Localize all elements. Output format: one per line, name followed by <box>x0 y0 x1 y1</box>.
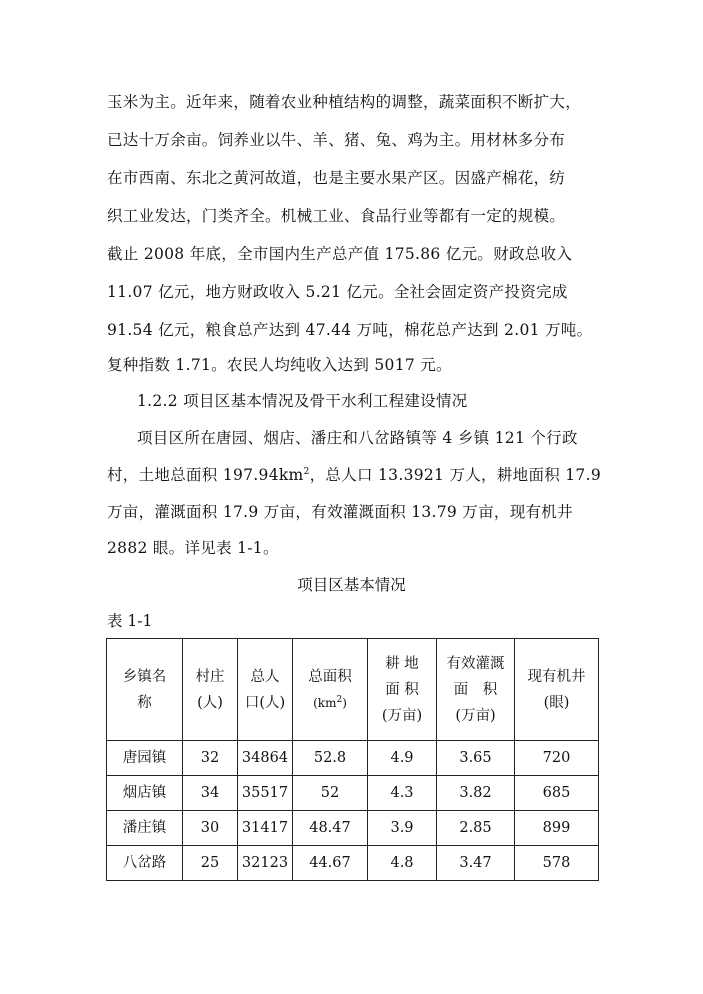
cell-wells: 899 <box>515 811 599 846</box>
cell-wells: 685 <box>515 776 599 811</box>
paragraph-line: 在市西南、东北之黄河故道，也是主要水果产区。因盛产棉花，纺 <box>107 169 566 187</box>
cell-town: 烟店镇 <box>107 776 183 811</box>
header-irrigated: 有效灌溉 面 积 (万亩) <box>437 639 515 741</box>
table-row <box>107 811 599 846</box>
cell-irrigated: 2.85 <box>437 811 515 846</box>
paragraph-line: 2882 眼。详见表 1-1。 <box>107 539 279 557</box>
paragraph-line: 万亩，灌溉面积 17.9 万亩，有效灌溉面积 13.79 万亩，现有机井 <box>107 503 573 521</box>
header-farmland: 耕 地 面 积 (万亩) <box>368 639 437 741</box>
superscript: 2 <box>303 466 310 477</box>
header-area-unit: $(km^2)$ <box>313 694 347 710</box>
paragraph-text: ，总人口 13.3921 万人，耕地面积 17.9 <box>309 466 601 484</box>
cell-population: 32123 <box>238 846 293 881</box>
paragraph-line: 截止 2008 年底，全市国内生产总产值 175.86 亿元。财政总收入 <box>107 245 573 263</box>
paragraph-line: 项目区所在唐园、烟店、潘庄和八岔路镇等 4 乡镇 121 个行政 <box>137 429 578 447</box>
section-heading: 1.2.2 项目区基本情况及骨干水利工程建设情况 <box>137 392 468 410</box>
paragraph-text: 村，土地总面积 197.94km <box>107 466 304 484</box>
cell-farmland: 3.9 <box>368 811 437 846</box>
cell-area: 52.8 <box>293 741 368 776</box>
table-row <box>107 741 599 776</box>
cell-area: 44.67 <box>293 846 368 881</box>
cell-area: 48.47 <box>293 811 368 846</box>
cell-villages: 30 <box>183 811 238 846</box>
data-table <box>106 638 599 881</box>
cell-population: 35517 <box>238 776 293 811</box>
table-row <box>107 776 599 811</box>
cell-villages: 25 <box>183 846 238 881</box>
header-town: 乡镇名 称 <box>107 639 183 741</box>
paragraph-line: 织工业发达，门类齐全。机械工业、食品行业等都有一定的规模。 <box>107 207 566 225</box>
cell-farmland: 4.3 <box>368 776 437 811</box>
table-caption: 项目区基本情况 <box>297 576 406 594</box>
cell-villages: 32 <box>183 741 238 776</box>
cell-wells: 578 <box>515 846 599 881</box>
cell-town: 唐园镇 <box>107 741 183 776</box>
paragraph-line: 已达十万余亩。饲养业以牛、羊、猪、兔、鸡为主。用材林多分布 <box>107 131 566 149</box>
cell-town: 八岔路 <box>107 846 183 881</box>
table-label: 表 1-1 <box>107 612 153 630</box>
table-row <box>107 846 599 881</box>
cell-villages: 34 <box>183 776 238 811</box>
cell-irrigated: 3.82 <box>437 776 515 811</box>
header-area <box>293 639 368 741</box>
cell-farmland: 4.8 <box>368 846 437 881</box>
cell-town: 潘庄镇 <box>107 811 183 846</box>
paragraph-line: 11.07 亿元，地方财政收入 5.21 亿元。全社会固定资产投资完成 <box>107 283 568 301</box>
cell-irrigated: 3.47 <box>437 846 515 881</box>
header-wells: 现有机井 (眼) <box>515 639 599 741</box>
paragraph-line: 复种指数 1.71。农民人均纯收入达到 5017 元。 <box>107 356 452 374</box>
cell-population: 31417 <box>238 811 293 846</box>
cell-wells: 720 <box>515 741 599 776</box>
paragraph-line: 91.54 亿元，粮食总产达到 47.44 万吨，棉花总产达到 2.01 万吨。 <box>107 321 593 339</box>
header-villages: 村庄 (人) <box>183 639 238 741</box>
header-area-label: 总面积 <box>308 668 352 685</box>
cell-area: 52 <box>293 776 368 811</box>
cell-population: 34864 <box>238 741 293 776</box>
paragraph-line: 玉米为主。近年来，随着农业种植结构的调整，蔬菜面积不断扩大， <box>107 93 582 111</box>
cell-irrigated: 3.65 <box>437 741 515 776</box>
paragraph-line <box>107 465 601 485</box>
table-header-row <box>107 639 599 741</box>
cell-farmland: 4.9 <box>368 741 437 776</box>
header-population: 总人 口(人) <box>238 639 293 741</box>
